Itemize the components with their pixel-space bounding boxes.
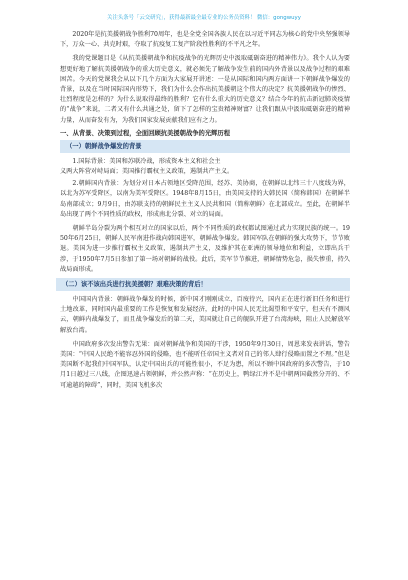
paragraph-korea-background: 2.朝鲜国内背景：为划分对日本占领地区受降范围，经苏、美协商，在朝鲜以北纬三十八度线为界，以北为苏军受降区，以南为美军受降区。1948年8月15日，由美国支持的大韩民国（简称韩国）在朝鲜半岛南部成立；9月9日，由苏联支持的朝鲜民主主义人民共和国（简称朝鲜）在北部成立。至此，在朝鲜半岛出现了两个不同性质的政权，形成南北分裂、对立的局面。 — [60, 180, 350, 218]
paragraph-warnings: 中国政府多次发出警告无果：面对朝鲜战争和美国的干涉，1950年9月30日，周恩来发表讲话，警告美国：“中国人民绝不能容忍外国的侵略，也不能听任帝国主义者对自己的邻人肆行侵略而置之不理。”但是美国断不起我们中国军队，认定中国出兵的可能性很小，不足为患，所以不顾中国政府的多次警告，于10月1日越过三八线，企图迅速占领朝鲜，并公然声称：“在历史上，鸭绿江并不是中朝两国截然分开的、不可逾越的障碍”，同时，美国飞机多次 — [60, 340, 350, 389]
paragraph-war-outbreak: 朝鲜半岛分裂为两个相互对立的国家以后，两个不同性质的政权都试图通过武力实现民族的统一。1950年6月25日，朝鲜人民军南进作战向韩国进军，朝鲜战争爆发。韩国军队在朝鲜的强大攻势下，节节败退。美国为进一步推行霸权主义政策，遏制共产主义，及维护其在亚洲的领导地位和利益，立即出兵干涉，于1950年7月5日参加了第一场对朝鲜的战役。此后，美军节节推进，朝鲜情势危急，损失惨重，持久战局面形成。 — [60, 225, 350, 273]
list-item-international: 1.国际背景：美国和苏联冷战，形成资本主义和社会主 — [72, 157, 221, 165]
document-body — [60, 30, 350, 391]
paragraph-china-background: 中国国内背景：朝鲜战争爆发的时候，新中国才刚刚成立，百废待兴，国内正在进行新旧任务和进行土地改革，同时国内最重要的工作是恢复和发展经济，此时的中国人民无比渴望和平安宁，但天有不测风云，朝鲜内战爆发了，而且战争爆发后的第二天，美国就让自己的舰队开进了台湾海峡，阻止人民解放军解放台湾。 — [60, 296, 350, 334]
subsection-heading-decision: （二）该不该出兵进行抗美援朝？艰难决策的背后！ — [56, 278, 350, 291]
list-item-international-cont: 义两大阵营对峙局面；美国推行霸权主义政策，遏制共产主义。 — [60, 168, 234, 176]
paragraph-lesson-topic: 我的党课题目是《从抗美援朝战争和抗疫战争的光辉历史中汲取砥砺奋进的精神伟力》。我个人认为要想更好地了解抗美援朝战争的重大历史意义，就必须先了解战争发生前的国内外背景以及战争过程的艰难困苦。今天的党课我会从以下几个方面为大家展开讲述：一是从国际和国内两方面讲一下朝鲜战争爆发的背景，以及在当时国际国内形势下，我们为什么会作出抗美援朝这个伟大的决定？抗美援朝战争的惨烈、壮烈程度是怎样的？为什么说取得最终的胜利？它有什么重大的历史意义？结合今年的抗击新冠肺炎疫情的“战争”来说，二者又有什么共通之处，留下了怎样的宝贵精神财富？让我们跟从中汲取砥砺奋进的精神力量，从而奋发有为，为我们国家发展贡献我们应有之力。 — [60, 55, 350, 124]
watermark-banner: 关注头条号「云交研究」，获得最新最全最专业的公务员资料！ 微信：gongwuyy — [107, 15, 301, 21]
paragraph-intro: 2020年是抗美援朝战争胜利70周年，也是全党全国各族人民在以习近平同志为核心的党中央坚强领导下，万众一心、共克时艰，夺取了抗疫复工复产阶段性胜利的不平凡之年。 — [60, 31, 350, 49]
section-heading-1: 一、从背景、决策到过程，全面回顾抗美援朝战争的光辉历程 — [60, 129, 231, 137]
subsection-heading-background: （一）朝鲜战争爆发的背景 — [60, 140, 350, 153]
